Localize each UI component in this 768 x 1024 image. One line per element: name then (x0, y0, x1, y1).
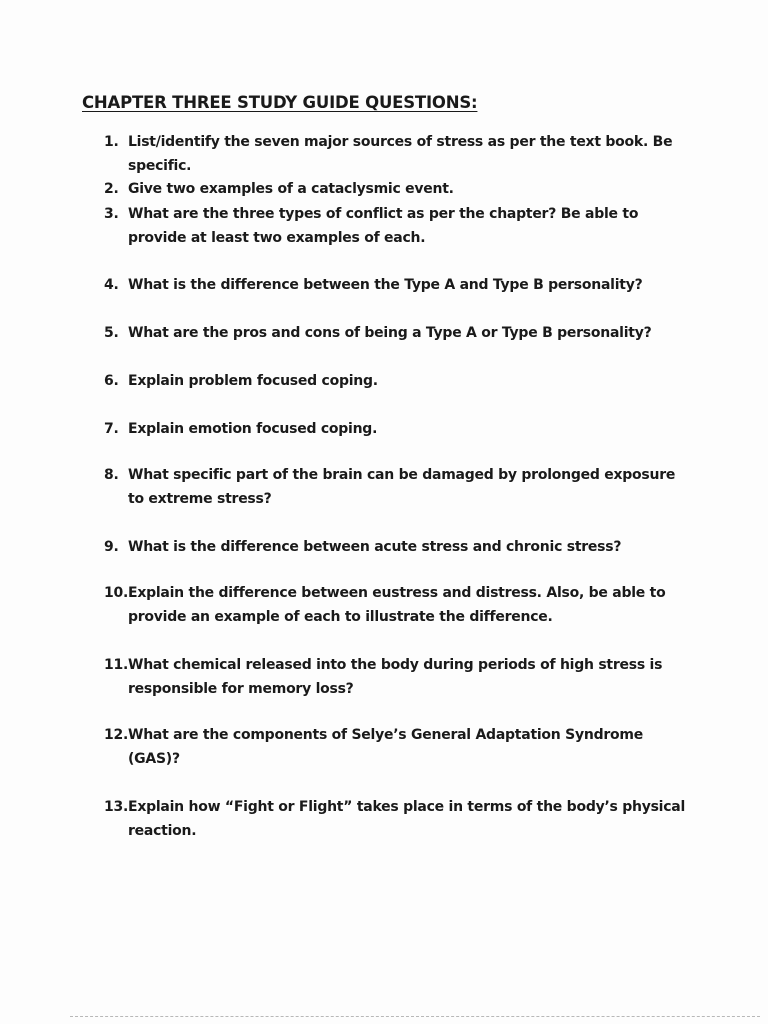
question-number: 6. (104, 373, 119, 389)
question-text: What is the difference between acute stress and chronic stress? (128, 539, 622, 555)
question-text: List/identify the seven major sources of stress as per the text book. Be specific. (128, 134, 673, 174)
question-item (104, 273, 694, 297)
question-text: Give two examples of a cataclysmic event. (128, 181, 454, 197)
question-item (104, 653, 694, 701)
scan-edge-line (70, 1016, 760, 1017)
question-item (104, 130, 694, 178)
question-item (104, 321, 694, 345)
question-text: What specific part of the brain can be damaged by prolonged exposure to extreme stress? (128, 467, 676, 507)
question-number: 2. (104, 181, 119, 197)
question-item (104, 417, 694, 441)
question-number: 9. (104, 539, 119, 555)
question-item (104, 463, 694, 511)
question-item (104, 202, 694, 250)
question-number: 11. (104, 657, 129, 673)
question-number: 5. (104, 325, 119, 341)
question-item (104, 723, 694, 771)
question-text: Explain problem focused coping. (128, 373, 378, 389)
question-number: 12. (104, 727, 129, 743)
question-item (104, 535, 694, 559)
question-text: Explain emotion focused coping. (128, 421, 378, 437)
question-number: 3. (104, 206, 119, 222)
question-number: 4. (104, 277, 119, 293)
question-item (104, 177, 694, 201)
question-text: What is the difference between the Type A and Type B personality? (128, 277, 643, 293)
question-item (104, 581, 694, 629)
question-item (104, 795, 694, 843)
question-text: What are the three types of conflict as per the chapter? Be able to provide at least two examples of each. (128, 206, 639, 246)
question-text: Explain the difference between eustress and distress. Also, be able to provide an example of each to illustrate the difference. (128, 585, 666, 625)
question-text: Explain how “Fight or Flight” takes place in terms of the body’s physical reaction. (128, 799, 686, 839)
question-text: What are the pros and cons of being a Type A or Type B personality? (128, 325, 652, 341)
question-number: 13. (104, 799, 129, 815)
question-number: 10. (104, 585, 129, 601)
question-number: 7. (104, 421, 119, 437)
page-title: CHAPTER THREE STUDY GUIDE QUESTIONS: (82, 93, 478, 112)
question-text: What are the components of Selye’s General Adaptation Syndrome (GAS)? (128, 727, 643, 767)
question-number: 8. (104, 467, 119, 483)
question-text: What chemical released into the body during periods of high stress is responsible for memory loss? (128, 657, 663, 697)
question-item (104, 369, 694, 393)
question-number: 1. (104, 134, 119, 150)
